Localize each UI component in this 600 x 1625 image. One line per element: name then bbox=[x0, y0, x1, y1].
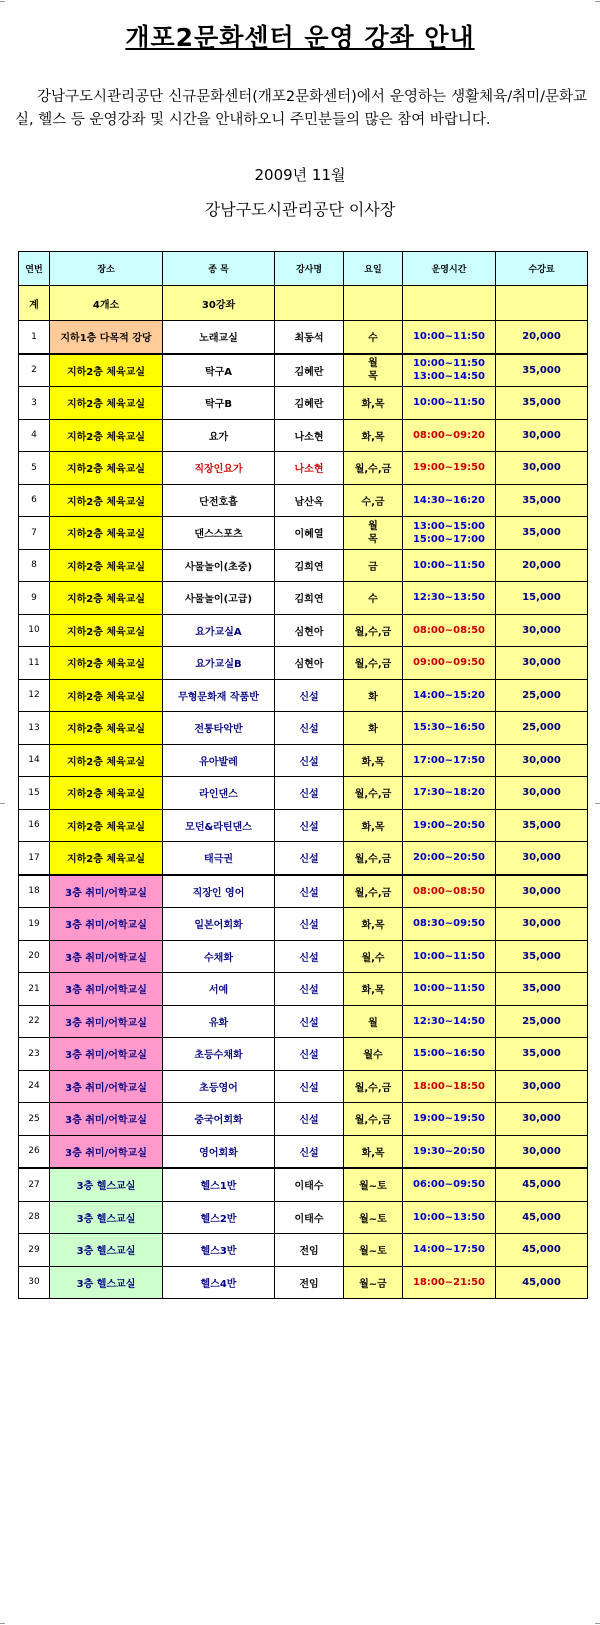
row-number: 6 bbox=[19, 484, 50, 517]
row-days: 월,수,금 bbox=[344, 452, 403, 485]
table-row bbox=[19, 484, 588, 517]
row-number: 29 bbox=[19, 1234, 50, 1267]
row-fee: 35,000 bbox=[496, 1038, 588, 1071]
row-days: 월~토 bbox=[344, 1234, 403, 1267]
row-time bbox=[403, 517, 496, 550]
row-place: 3층 취미/어학교실 bbox=[50, 1038, 163, 1071]
row-time: 19:30~20:50 bbox=[403, 1135, 496, 1168]
row-course: 영어회화 bbox=[163, 1135, 275, 1168]
totals-empty-cell bbox=[275, 286, 344, 321]
row-days: 화,목 bbox=[344, 1135, 403, 1168]
row-days: 월,수,금 bbox=[344, 614, 403, 647]
row-number: 12 bbox=[19, 679, 50, 712]
row-teacher: 최동석 bbox=[275, 321, 344, 354]
row-course: 태극권 bbox=[163, 842, 275, 875]
row-course: 탁구B bbox=[163, 387, 275, 420]
row-fee: 25,000 bbox=[496, 1005, 588, 1038]
row-fee: 45,000 bbox=[496, 1266, 588, 1299]
row-fee: 30,000 bbox=[496, 614, 588, 647]
row-course: 노래교실 bbox=[163, 321, 275, 354]
row-fee: 35,000 bbox=[496, 387, 588, 420]
row-place: 3층 취미/어학교실 bbox=[50, 940, 163, 973]
row-days: 월수 bbox=[344, 1038, 403, 1071]
row-days: 월~금 bbox=[344, 1266, 403, 1299]
totals-row bbox=[19, 286, 588, 321]
row-teacher: 이혜열 bbox=[275, 517, 344, 550]
row-time: 19:00~19:50 bbox=[403, 1103, 496, 1136]
row-fee: 30,000 bbox=[496, 1103, 588, 1136]
table-row bbox=[19, 452, 588, 485]
row-course: 유아발레 bbox=[163, 744, 275, 777]
row-place: 3층 취미/어학교실 bbox=[50, 973, 163, 1006]
row-course: 수채화 bbox=[163, 940, 275, 973]
row-time: 10:00~13:50 bbox=[403, 1201, 496, 1234]
row-time: 08:30~09:50 bbox=[403, 908, 496, 941]
table-header-row bbox=[19, 252, 588, 286]
row-time-line: 13:00~15:00 bbox=[412, 520, 486, 532]
table-row bbox=[19, 1234, 588, 1267]
row-fee: 35,000 bbox=[496, 973, 588, 1006]
row-days: 월,수,금 bbox=[344, 777, 403, 810]
table-row bbox=[19, 1070, 588, 1103]
row-fee: 45,000 bbox=[496, 1201, 588, 1234]
row-teacher: 김희연 bbox=[275, 582, 344, 615]
row-time: 06:00~09:50 bbox=[403, 1168, 496, 1201]
row-course: 중국어회화 bbox=[163, 1103, 275, 1136]
row-place: 지하2층 체육교실 bbox=[50, 354, 163, 387]
row-fee: 30,000 bbox=[496, 744, 588, 777]
totals-label: 계 bbox=[19, 286, 50, 321]
row-place: 3층 헬스교실 bbox=[50, 1201, 163, 1234]
row-course: 댄스스포츠 bbox=[163, 517, 275, 550]
row-days: 월 bbox=[344, 1005, 403, 1038]
row-place: 3층 취미/어학교실 bbox=[50, 1135, 163, 1168]
row-fee: 30,000 bbox=[496, 419, 588, 452]
row-time: 09:00~09:50 bbox=[403, 647, 496, 680]
row-time: 17:30~18:20 bbox=[403, 777, 496, 810]
row-number: 10 bbox=[19, 614, 50, 647]
row-place: 3층 취미/어학교실 bbox=[50, 1103, 163, 1136]
row-fee: 35,000 bbox=[496, 809, 588, 842]
row-teacher: 신설 bbox=[275, 1135, 344, 1168]
row-days: 화,목 bbox=[344, 419, 403, 452]
row-teacher: 신설 bbox=[275, 908, 344, 941]
row-place: 지하2층 체육교실 bbox=[50, 842, 163, 875]
row-time: 10:00~11:50 bbox=[403, 549, 496, 582]
row-days: 월,수,금 bbox=[344, 1103, 403, 1136]
row-time: 15:00~16:50 bbox=[403, 1038, 496, 1071]
row-time: 18:00~21:50 bbox=[403, 1266, 496, 1299]
row-time: 10:00~11:50 bbox=[403, 973, 496, 1006]
crop-mark bbox=[0, 803, 5, 804]
page-title: 개포2문화센터 운영 강좌 안내 bbox=[125, 23, 475, 52]
table-row bbox=[19, 875, 588, 908]
row-course: 유화 bbox=[163, 1005, 275, 1038]
table-row bbox=[19, 549, 588, 582]
crop-mark bbox=[595, 1623, 600, 1624]
row-number: 19 bbox=[19, 908, 50, 941]
row-number: 20 bbox=[19, 940, 50, 973]
row-number: 18 bbox=[19, 875, 50, 908]
row-place: 3층 헬스교실 bbox=[50, 1234, 163, 1267]
row-number: 5 bbox=[19, 452, 50, 485]
row-place: 지하2층 체육교실 bbox=[50, 744, 163, 777]
row-place: 지하2층 체육교실 bbox=[50, 582, 163, 615]
row-number: 24 bbox=[19, 1070, 50, 1103]
table-row bbox=[19, 679, 588, 712]
table-row bbox=[19, 614, 588, 647]
row-number: 26 bbox=[19, 1135, 50, 1168]
row-teacher: 신설 bbox=[275, 744, 344, 777]
row-course: 무형문화재 작품반 bbox=[163, 679, 275, 712]
row-fee: 35,000 bbox=[496, 940, 588, 973]
table-row bbox=[19, 1266, 588, 1299]
row-fee: 25,000 bbox=[496, 679, 588, 712]
totals-places: 4개소 bbox=[50, 286, 163, 321]
row-days: 금 bbox=[344, 549, 403, 582]
row-place: 지하2층 체육교실 bbox=[50, 777, 163, 810]
row-course: 사물놀이(초중) bbox=[163, 549, 275, 582]
row-teacher: 신설 bbox=[275, 712, 344, 745]
row-course: 전통타악반 bbox=[163, 712, 275, 745]
row-number: 17 bbox=[19, 842, 50, 875]
row-number: 8 bbox=[19, 549, 50, 582]
table-row bbox=[19, 321, 588, 354]
row-days: 월,수,금 bbox=[344, 1070, 403, 1103]
row-teacher: 김혜란 bbox=[275, 387, 344, 420]
row-time: 14:00~15:20 bbox=[403, 679, 496, 712]
header-cell-teacher: 강사명 bbox=[275, 252, 344, 286]
row-days: 화,목 bbox=[344, 973, 403, 1006]
row-number: 4 bbox=[19, 419, 50, 452]
row-place: 3층 취미/어학교실 bbox=[50, 1005, 163, 1038]
row-course: 헬스2반 bbox=[163, 1201, 275, 1234]
table-row bbox=[19, 1135, 588, 1168]
row-teacher: 신설 bbox=[275, 1005, 344, 1038]
row-course: 직장인 영어 bbox=[163, 875, 275, 908]
row-time: 12:30~14:50 bbox=[403, 1005, 496, 1038]
row-teacher: 남산옥 bbox=[275, 484, 344, 517]
row-place: 지하2층 체육교실 bbox=[50, 614, 163, 647]
row-course: 요가교실A bbox=[163, 614, 275, 647]
row-teacher: 신설 bbox=[275, 1103, 344, 1136]
row-teacher: 김혜란 bbox=[275, 354, 344, 387]
row-days: 월,수,금 bbox=[344, 647, 403, 680]
header-cell-no: 연번 bbox=[19, 252, 50, 286]
row-days-line: 목 bbox=[368, 371, 378, 383]
row-teacher: 나소현 bbox=[275, 419, 344, 452]
table-row bbox=[19, 1038, 588, 1071]
table-row bbox=[19, 419, 588, 452]
crop-mark bbox=[0, 1623, 5, 1624]
row-number: 3 bbox=[19, 387, 50, 420]
row-number: 25 bbox=[19, 1103, 50, 1136]
row-number: 14 bbox=[19, 744, 50, 777]
intro-paragraph: 강남구도시관리공단 신규문화센터(개포2문화센터)에서 운영하는 생활체육/취미/문화교실, 헬스 등 운영강좌 및 시간을 안내하오니 주민분들의 많은 참여 바랍니다. bbox=[15, 89, 587, 128]
row-teacher: 신설 bbox=[275, 940, 344, 973]
row-place: 3층 취미/어학교실 bbox=[50, 875, 163, 908]
row-time: 08:00~08:50 bbox=[403, 875, 496, 908]
row-course: 사물놀이(고급) bbox=[163, 582, 275, 615]
table-row bbox=[19, 744, 588, 777]
row-place: 지하2층 체육교실 bbox=[50, 679, 163, 712]
table-row bbox=[19, 1201, 588, 1234]
row-place: 지하2층 체육교실 bbox=[50, 712, 163, 745]
row-number: 1 bbox=[19, 321, 50, 354]
row-course: 모던&라틴댄스 bbox=[163, 809, 275, 842]
row-days: 월~토 bbox=[344, 1168, 403, 1201]
row-place: 지하2층 체육교실 bbox=[50, 549, 163, 582]
row-time: 19:00~19:50 bbox=[403, 452, 496, 485]
row-number: 21 bbox=[19, 973, 50, 1006]
row-time: 19:00~20:50 bbox=[403, 809, 496, 842]
row-time bbox=[403, 354, 496, 387]
table-row bbox=[19, 712, 588, 745]
row-place: 지하2층 체육교실 bbox=[50, 419, 163, 452]
row-days-line: 목 bbox=[368, 533, 378, 545]
row-fee: 20,000 bbox=[496, 549, 588, 582]
row-course: 직장인요가 bbox=[163, 452, 275, 485]
row-teacher: 심현아 bbox=[275, 647, 344, 680]
row-teacher: 김희연 bbox=[275, 549, 344, 582]
totals-empty-cell bbox=[496, 286, 588, 321]
header-cell-fee: 수강료 bbox=[496, 252, 588, 286]
row-course: 일본어회화 bbox=[163, 908, 275, 941]
row-time: 15:30~16:50 bbox=[403, 712, 496, 745]
row-fee: 25,000 bbox=[496, 712, 588, 745]
row-number: 9 bbox=[19, 582, 50, 615]
row-course: 헬스4반 bbox=[163, 1266, 275, 1299]
row-fee: 35,000 bbox=[496, 354, 588, 387]
table-row bbox=[19, 777, 588, 810]
row-teacher: 이태수 bbox=[275, 1168, 344, 1201]
row-teacher: 신설 bbox=[275, 973, 344, 1006]
table-row bbox=[19, 940, 588, 973]
row-course: 서예 bbox=[163, 973, 275, 1006]
header-cell-days: 요일 bbox=[344, 252, 403, 286]
row-fee: 20,000 bbox=[496, 321, 588, 354]
table-row bbox=[19, 1103, 588, 1136]
row-teacher: 이태수 bbox=[275, 1201, 344, 1234]
table-row bbox=[19, 517, 588, 550]
row-number: 27 bbox=[19, 1168, 50, 1201]
row-number: 22 bbox=[19, 1005, 50, 1038]
totals-empty-cell bbox=[403, 286, 496, 321]
row-teacher: 신설 bbox=[275, 842, 344, 875]
row-time: 14:00~17:50 bbox=[403, 1234, 496, 1267]
row-fee: 45,000 bbox=[496, 1168, 588, 1201]
row-teacher: 신설 bbox=[275, 777, 344, 810]
row-number: 15 bbox=[19, 777, 50, 810]
table-row bbox=[19, 1005, 588, 1038]
row-teacher: 전임 bbox=[275, 1234, 344, 1267]
course-schedule-table bbox=[18, 251, 588, 1299]
row-course: 요가교실B bbox=[163, 647, 275, 680]
table-row bbox=[19, 387, 588, 420]
table-row bbox=[19, 582, 588, 615]
row-teacher: 심현아 bbox=[275, 614, 344, 647]
row-course: 헬스3반 bbox=[163, 1234, 275, 1267]
row-place: 3층 취미/어학교실 bbox=[50, 908, 163, 941]
row-fee: 30,000 bbox=[496, 875, 588, 908]
totals-courses: 30강좌 bbox=[163, 286, 275, 321]
row-days: 화 bbox=[344, 712, 403, 745]
row-place: 지하1층 다목적 강당 bbox=[50, 321, 163, 354]
row-days: 수 bbox=[344, 582, 403, 615]
row-time: 14:30~16:20 bbox=[403, 484, 496, 517]
row-time: 10:00~11:50 bbox=[403, 387, 496, 420]
row-place: 3층 헬스교실 bbox=[50, 1266, 163, 1299]
header-cell-course: 종 목 bbox=[163, 252, 275, 286]
row-course: 초등영어 bbox=[163, 1070, 275, 1103]
date-line: 2009년 11월 bbox=[254, 166, 346, 184]
table-row bbox=[19, 809, 588, 842]
row-time: 12:30~13:50 bbox=[403, 582, 496, 615]
row-teacher: 나소현 bbox=[275, 452, 344, 485]
row-course: 요가 bbox=[163, 419, 275, 452]
row-place: 3층 취미/어학교실 bbox=[50, 1070, 163, 1103]
row-number: 23 bbox=[19, 1038, 50, 1071]
crop-mark bbox=[0, 1, 5, 2]
row-course: 초등수채화 bbox=[163, 1038, 275, 1071]
row-fee: 35,000 bbox=[496, 484, 588, 517]
row-fee: 30,000 bbox=[496, 908, 588, 941]
row-course: 단전호흡 bbox=[163, 484, 275, 517]
table-row bbox=[19, 908, 588, 941]
crop-mark bbox=[595, 803, 600, 804]
row-time: 18:00~18:50 bbox=[403, 1070, 496, 1103]
row-number: 28 bbox=[19, 1201, 50, 1234]
crop-mark bbox=[595, 1, 600, 2]
row-days: 수,금 bbox=[344, 484, 403, 517]
row-time: 17:00~17:50 bbox=[403, 744, 496, 777]
row-fee: 35,000 bbox=[496, 517, 588, 550]
row-time: 20:00~20:50 bbox=[403, 842, 496, 875]
table-row bbox=[19, 647, 588, 680]
row-number: 7 bbox=[19, 517, 50, 550]
row-fee: 30,000 bbox=[496, 777, 588, 810]
row-days-line: 월 bbox=[368, 520, 378, 532]
row-number: 13 bbox=[19, 712, 50, 745]
row-number: 2 bbox=[19, 354, 50, 387]
row-days-line: 월 bbox=[368, 358, 378, 370]
header-cell-place: 장소 bbox=[50, 252, 163, 286]
totals-empty-cell bbox=[344, 286, 403, 321]
row-teacher: 신설 bbox=[275, 875, 344, 908]
row-days: 월~토 bbox=[344, 1201, 403, 1234]
row-teacher: 신설 bbox=[275, 1070, 344, 1103]
row-fee: 30,000 bbox=[496, 647, 588, 680]
row-place: 지하2층 체육교실 bbox=[50, 809, 163, 842]
row-place: 지하2층 체육교실 bbox=[50, 647, 163, 680]
table-row bbox=[19, 354, 588, 387]
row-place: 지하2층 체육교실 bbox=[50, 517, 163, 550]
row-time: 10:00~11:50 bbox=[403, 940, 496, 973]
row-fee: 30,000 bbox=[496, 1070, 588, 1103]
row-days: 화,목 bbox=[344, 809, 403, 842]
table-row bbox=[19, 842, 588, 875]
row-time: 10:00~11:50 bbox=[403, 321, 496, 354]
row-course: 탁구A bbox=[163, 354, 275, 387]
row-number: 30 bbox=[19, 1266, 50, 1299]
row-days: 월,수,금 bbox=[344, 842, 403, 875]
row-days: 화,목 bbox=[344, 387, 403, 420]
row-days: 화,목 bbox=[344, 744, 403, 777]
row-fee: 30,000 bbox=[496, 842, 588, 875]
row-days bbox=[344, 354, 403, 387]
table-row bbox=[19, 1168, 588, 1201]
row-number: 16 bbox=[19, 809, 50, 842]
row-time: 08:00~08:50 bbox=[403, 614, 496, 647]
row-time-line: 10:00~11:50 bbox=[412, 358, 486, 370]
row-place: 지하2층 체육교실 bbox=[50, 452, 163, 485]
row-days: 화,목 bbox=[344, 908, 403, 941]
row-place: 지하2층 체육교실 bbox=[50, 387, 163, 420]
row-days: 수 bbox=[344, 321, 403, 354]
row-days: 월,수 bbox=[344, 940, 403, 973]
table-row bbox=[19, 973, 588, 1006]
row-days: 월,수,금 bbox=[344, 875, 403, 908]
header-cell-time: 운영시간 bbox=[403, 252, 496, 286]
row-fee: 45,000 bbox=[496, 1234, 588, 1267]
row-time-line: 13:00~14:50 bbox=[412, 371, 486, 383]
row-fee: 30,000 bbox=[496, 452, 588, 485]
row-teacher: 전임 bbox=[275, 1266, 344, 1299]
row-fee: 15,000 bbox=[496, 582, 588, 615]
row-time: 08:00~09:20 bbox=[403, 419, 496, 452]
signature: 강남구도시관리공단 이사장 bbox=[204, 200, 396, 219]
row-course: 헬스1반 bbox=[163, 1168, 275, 1201]
row-teacher: 신설 bbox=[275, 1038, 344, 1071]
row-teacher: 신설 bbox=[275, 809, 344, 842]
row-days: 화 bbox=[344, 679, 403, 712]
row-time-line: 15:00~17:00 bbox=[412, 533, 486, 545]
row-teacher: 신설 bbox=[275, 679, 344, 712]
row-course: 라인댄스 bbox=[163, 777, 275, 810]
row-place: 지하2층 체육교실 bbox=[50, 484, 163, 517]
row-number: 11 bbox=[19, 647, 50, 680]
row-fee: 30,000 bbox=[496, 1135, 588, 1168]
row-place: 3층 헬스교실 bbox=[50, 1168, 163, 1201]
row-days bbox=[344, 517, 403, 550]
